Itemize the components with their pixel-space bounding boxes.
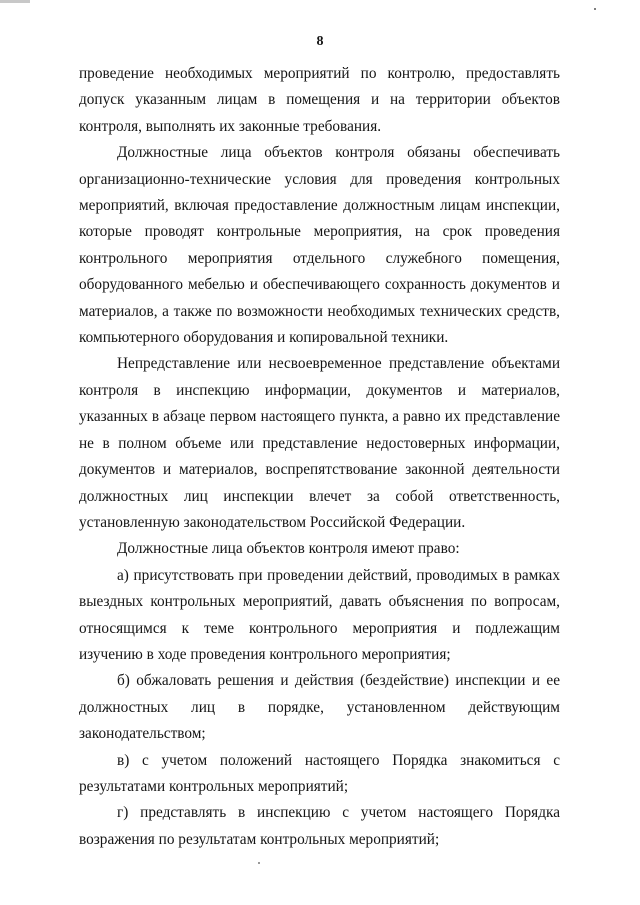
list-item-a: а) присутствовать при проведении действий, проводимых в рамках выездных контрольных мероприятий, давать объяснения по вопросам, относящимся к теме контрольного мероприятия и подлежащим изучению в ходе проведения контрольного мероприятия; (79, 566, 560, 663)
list-item-b: б) обжаловать решения и действия (бездействие) инспекции и ее должностных лиц в порядке, установленном действующим законодательством; (79, 672, 560, 743)
list-item-g: г) представлять в инспекцию с учетом настоящего Порядка возражения по результатам контрольных мероприятий; (79, 804, 560, 848)
scan-speck (594, 8, 596, 10)
page-number: 8 (316, 34, 324, 49)
scan-speck (258, 862, 260, 864)
paragraph-liability: Непредставление или несвоевременное представление объектами контроля в инспекцию информации, документов и материалов, указанных в абзаце первом настоящего пункта, а равно их представление не в полном объеме или представление недостоверных информации, документов и материалов, воспрепятствование законной деятельности должностных лиц инспекции влечет за собой ответственность, установленную законодательством Российской Федерации. (79, 355, 560, 531)
list-item-v: в) с учетом положений настоящего Порядка знакомиться с результатами контрольных мероприятий; (79, 751, 560, 795)
paragraph-rights-intro: Должностные лица объектов контроля имеют право: (117, 540, 460, 558)
scan-edge-mark (0, 0, 30, 3)
paragraph-obligations: Должностные лица объектов контроля обязаны обеспечивать организационно-технические условия для проведения контрольных мероприятий, включая предоставление должностным лицам инспекции, которые проводят контрольные мероприятия, на срок проведения контрольного мероприятия отдельного служебного помещения, оборудованного мебелью и обеспечивающего сохранность документов и материалов, а также по возможности необходимых технических средств, компьютерного оборудования и копировальной техники. (79, 144, 560, 347)
document-body (79, 61, 560, 853)
paragraph-continuation: проведение необходимых мероприятий по контролю, предоставлять допуск указанным лицам в помещения и на территории объектов контроля, выполнять их законные требования. (79, 65, 560, 135)
